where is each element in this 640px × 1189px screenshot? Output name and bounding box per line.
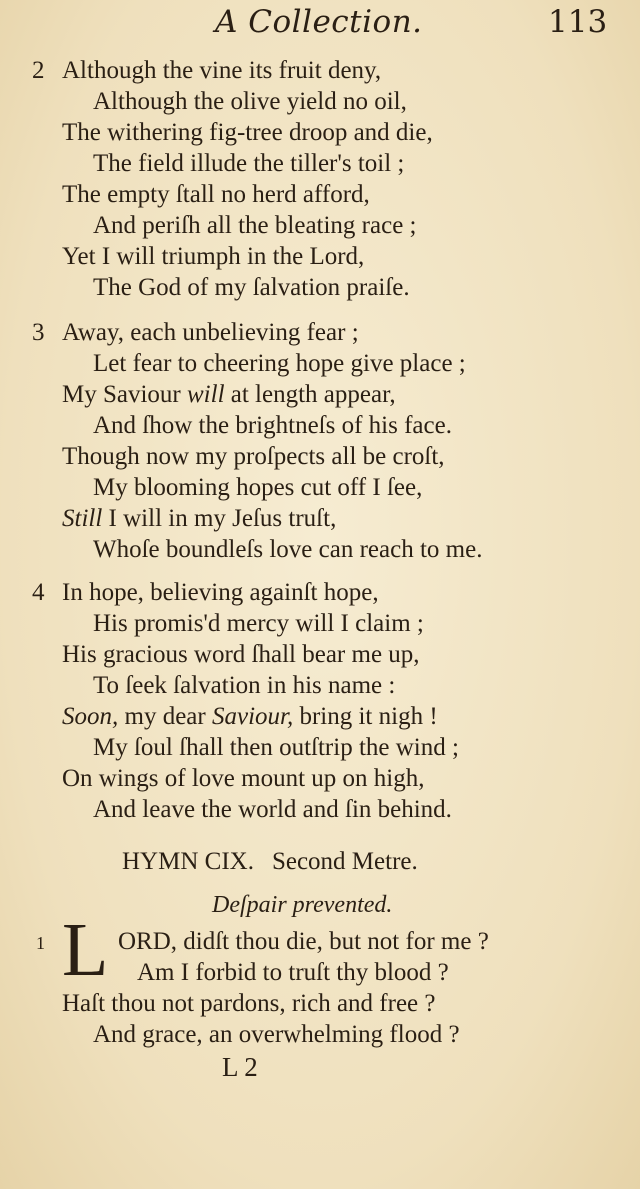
verse-line: In hope, believing againſt hope,	[62, 579, 379, 606]
hymn-heading	[122, 848, 418, 876]
hymn-metre: Second Metre.	[271, 848, 418, 875]
emphasis: will	[187, 381, 225, 408]
verse-line: To ſeek ſalvation in his name :	[93, 672, 396, 699]
emphasis: Soon,	[62, 703, 119, 730]
verse-line: Although the olive yield no oil,	[93, 88, 407, 115]
verse-line: Yet I will triumph in the Lord,	[62, 243, 365, 270]
running-title: A Collection.	[215, 4, 423, 40]
verse-line: And grace, an overwhelming flood ?	[93, 1021, 460, 1048]
verse-line: My ſoul ſhall then outſtrip the wind ;	[93, 734, 459, 761]
verse-text: at length appear,	[230, 381, 396, 408]
verse-text: my dear	[124, 703, 206, 730]
verse-line: And ſhow the brightneſs of his face.	[93, 412, 452, 439]
verse-line: The withering fig-tree droop and die,	[62, 119, 433, 146]
verse-line: ORD, didſt thou die, but not for me ?	[118, 928, 489, 955]
stanza-number: 2	[32, 57, 45, 84]
verse-line: Haſt thou not pardons, rich and free ?	[62, 990, 436, 1017]
verse-line: And leave the world and ſin behind.	[93, 796, 452, 823]
verse-line: On wings of love mount up on high,	[62, 765, 425, 792]
emphasis: Saviour,	[211, 703, 294, 730]
stanza-number: 4	[32, 579, 45, 606]
verse-line: Am I forbid to truſt thy blood ?	[137, 959, 449, 986]
page-number: 113	[548, 4, 608, 40]
hymn-number: HYMN CIX.	[122, 848, 254, 875]
verse-line: Let fear to cheering hope give place ;	[93, 350, 466, 377]
verse-line: His gracious word ſhall bear me up,	[62, 641, 420, 668]
verse-text: bring it nigh !	[299, 703, 438, 730]
verse-line: The God of my ſalvation praiſe.	[93, 274, 410, 301]
verse-line: Though now my proſpects all be croſt,	[62, 443, 445, 470]
signature-mark: L 2	[222, 1052, 258, 1082]
stanza-number: 3	[32, 319, 45, 346]
verse-line: His promis'd mercy will I claim ;	[93, 610, 424, 637]
page-header	[0, 4, 640, 44]
verse-line: Away, each unbelieving fear ;	[62, 319, 359, 346]
drop-cap: L	[62, 908, 109, 992]
emphasis: Still	[62, 505, 103, 532]
verse-line: Whoſe boundleſs love can reach to me.	[93, 536, 483, 563]
verse-line: The empty ſtall no herd afford,	[62, 181, 370, 208]
verse-line: The field illude the tiller's toil ;	[93, 150, 405, 177]
hymn-subtitle: Deſpair prevented.	[212, 892, 393, 918]
verse-text: I will in my Jeſus truſt,	[108, 505, 337, 532]
verse-line	[62, 380, 396, 410]
verse-text: My Saviour	[62, 381, 181, 408]
verse-line	[62, 702, 438, 732]
verse-line	[62, 504, 336, 534]
stanza-number: 1	[36, 933, 45, 953]
verse-line: Although the vine its fruit deny,	[62, 57, 382, 84]
verse-line: And periſh all the bleating race ;	[93, 212, 417, 239]
verse-line: My blooming hopes cut off I ſee,	[93, 474, 423, 501]
